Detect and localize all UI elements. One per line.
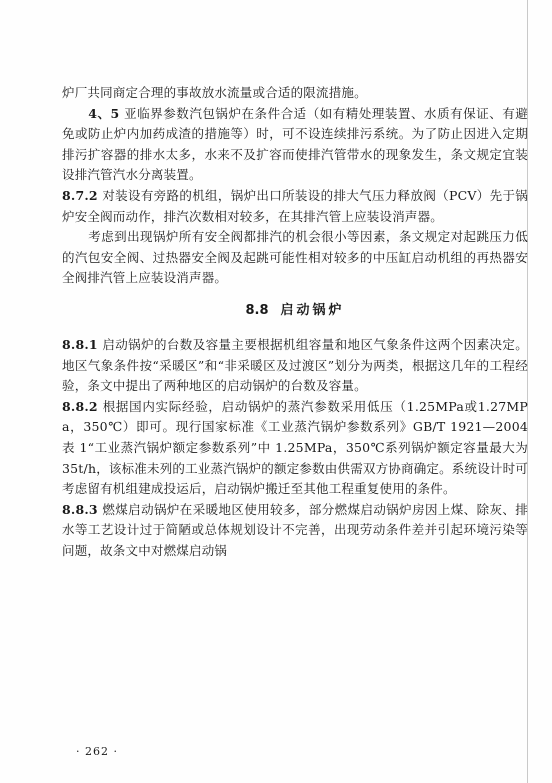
- page-number: · 262 ·: [76, 745, 118, 758]
- section-heading: [62, 301, 528, 321]
- paragraph-text: 对装设有旁路的机组，锅炉出口所装设的排大气压力释放阀（PCV）先于锅炉安全阀而动作，排汽次数相对较多，在其排汽管上应装设消声器。: [62, 187, 528, 224]
- paragraph-text: 炉厂共同商定合理的事故放水流量或合适的限流措施。: [62, 85, 367, 100]
- clause-number: 8.7.2: [62, 187, 98, 203]
- paragraph-text: 考虑到出现锅炉所有安全阀都排汽的机会很小等因素，条文规定对起跳压力低的汽包安全阀、过热器安全阀及起跳可能性相对较多的中压缸启动机组的再热器安全阀排汽管上应装设消声器。: [62, 229, 528, 286]
- paragraph-continuation: [62, 83, 528, 104]
- paragraph-text: 燃煤启动锅炉在采暖地区使用较多，部分燃煤启动锅炉房因上煤、除灰、排水等工艺设计过于简陋或总体规划设计不完善，出现劳动条件差并引起环境污染等问题，故条文中对燃煤启动锅: [62, 501, 528, 558]
- section-title: 启动锅炉: [280, 302, 345, 318]
- paragraph-clause-8-8-1: [62, 335, 528, 397]
- paragraph-text: 根据国内实际经验，启动锅炉的蒸汽参数采用低压（1.25MPa或1.27MPa，350℃）即可。现行国家标准《工业蒸汽锅炉参数系列》GB/T 1921—2004 表 1“工业蒸汽锅炉额定参数系列”中 1.25MPa，350℃系列锅炉额定容量最大为 35t/h，该标准未列的工业蒸汽锅炉的额定参数由供需双方协商确定。系统设计时可考虑留有机组建成投运后，启动锅炉搬迁至其他工程重复使用的条件。: [62, 398, 528, 497]
- paragraph-clause-4-5: [62, 104, 528, 186]
- clause-number: 8.8.1: [62, 336, 98, 352]
- clause-number: 8.8.2: [62, 398, 98, 414]
- paragraph-text: 启动锅炉的台数及容量主要根据机组容量和地区气象条件这两个因素决定。地区气象条件按“采暖区”和“非采暖区及过渡区”划分为两类，根据这几年的工程经验，条文中提出了两种地区的启动锅炉的台数及容量。: [62, 336, 528, 394]
- paragraph-clause-8-7-2: [62, 186, 528, 227]
- paragraph-safety-valve: [62, 227, 528, 289]
- page-body: [62, 83, 528, 561]
- clause-number: 4、5: [88, 105, 120, 121]
- paragraph-clause-8-8-3: [62, 500, 528, 562]
- clause-number: 8.8.3: [62, 501, 98, 517]
- paragraph-text: 亚临界参数汽包锅炉在条件合适（如有精处理装置、水质有保证、有避免或防止炉内加药成渣的措施等）时，可不设连续排污系统。为了防止因进入定期排污扩容器的排水太多，水来不及扩容而使排汽管带水的现象发生，条文规定宜装设排汽管汽水分离装置。: [62, 105, 529, 183]
- paragraph-clause-8-8-2: [62, 397, 528, 500]
- section-number: 8.8: [245, 302, 269, 318]
